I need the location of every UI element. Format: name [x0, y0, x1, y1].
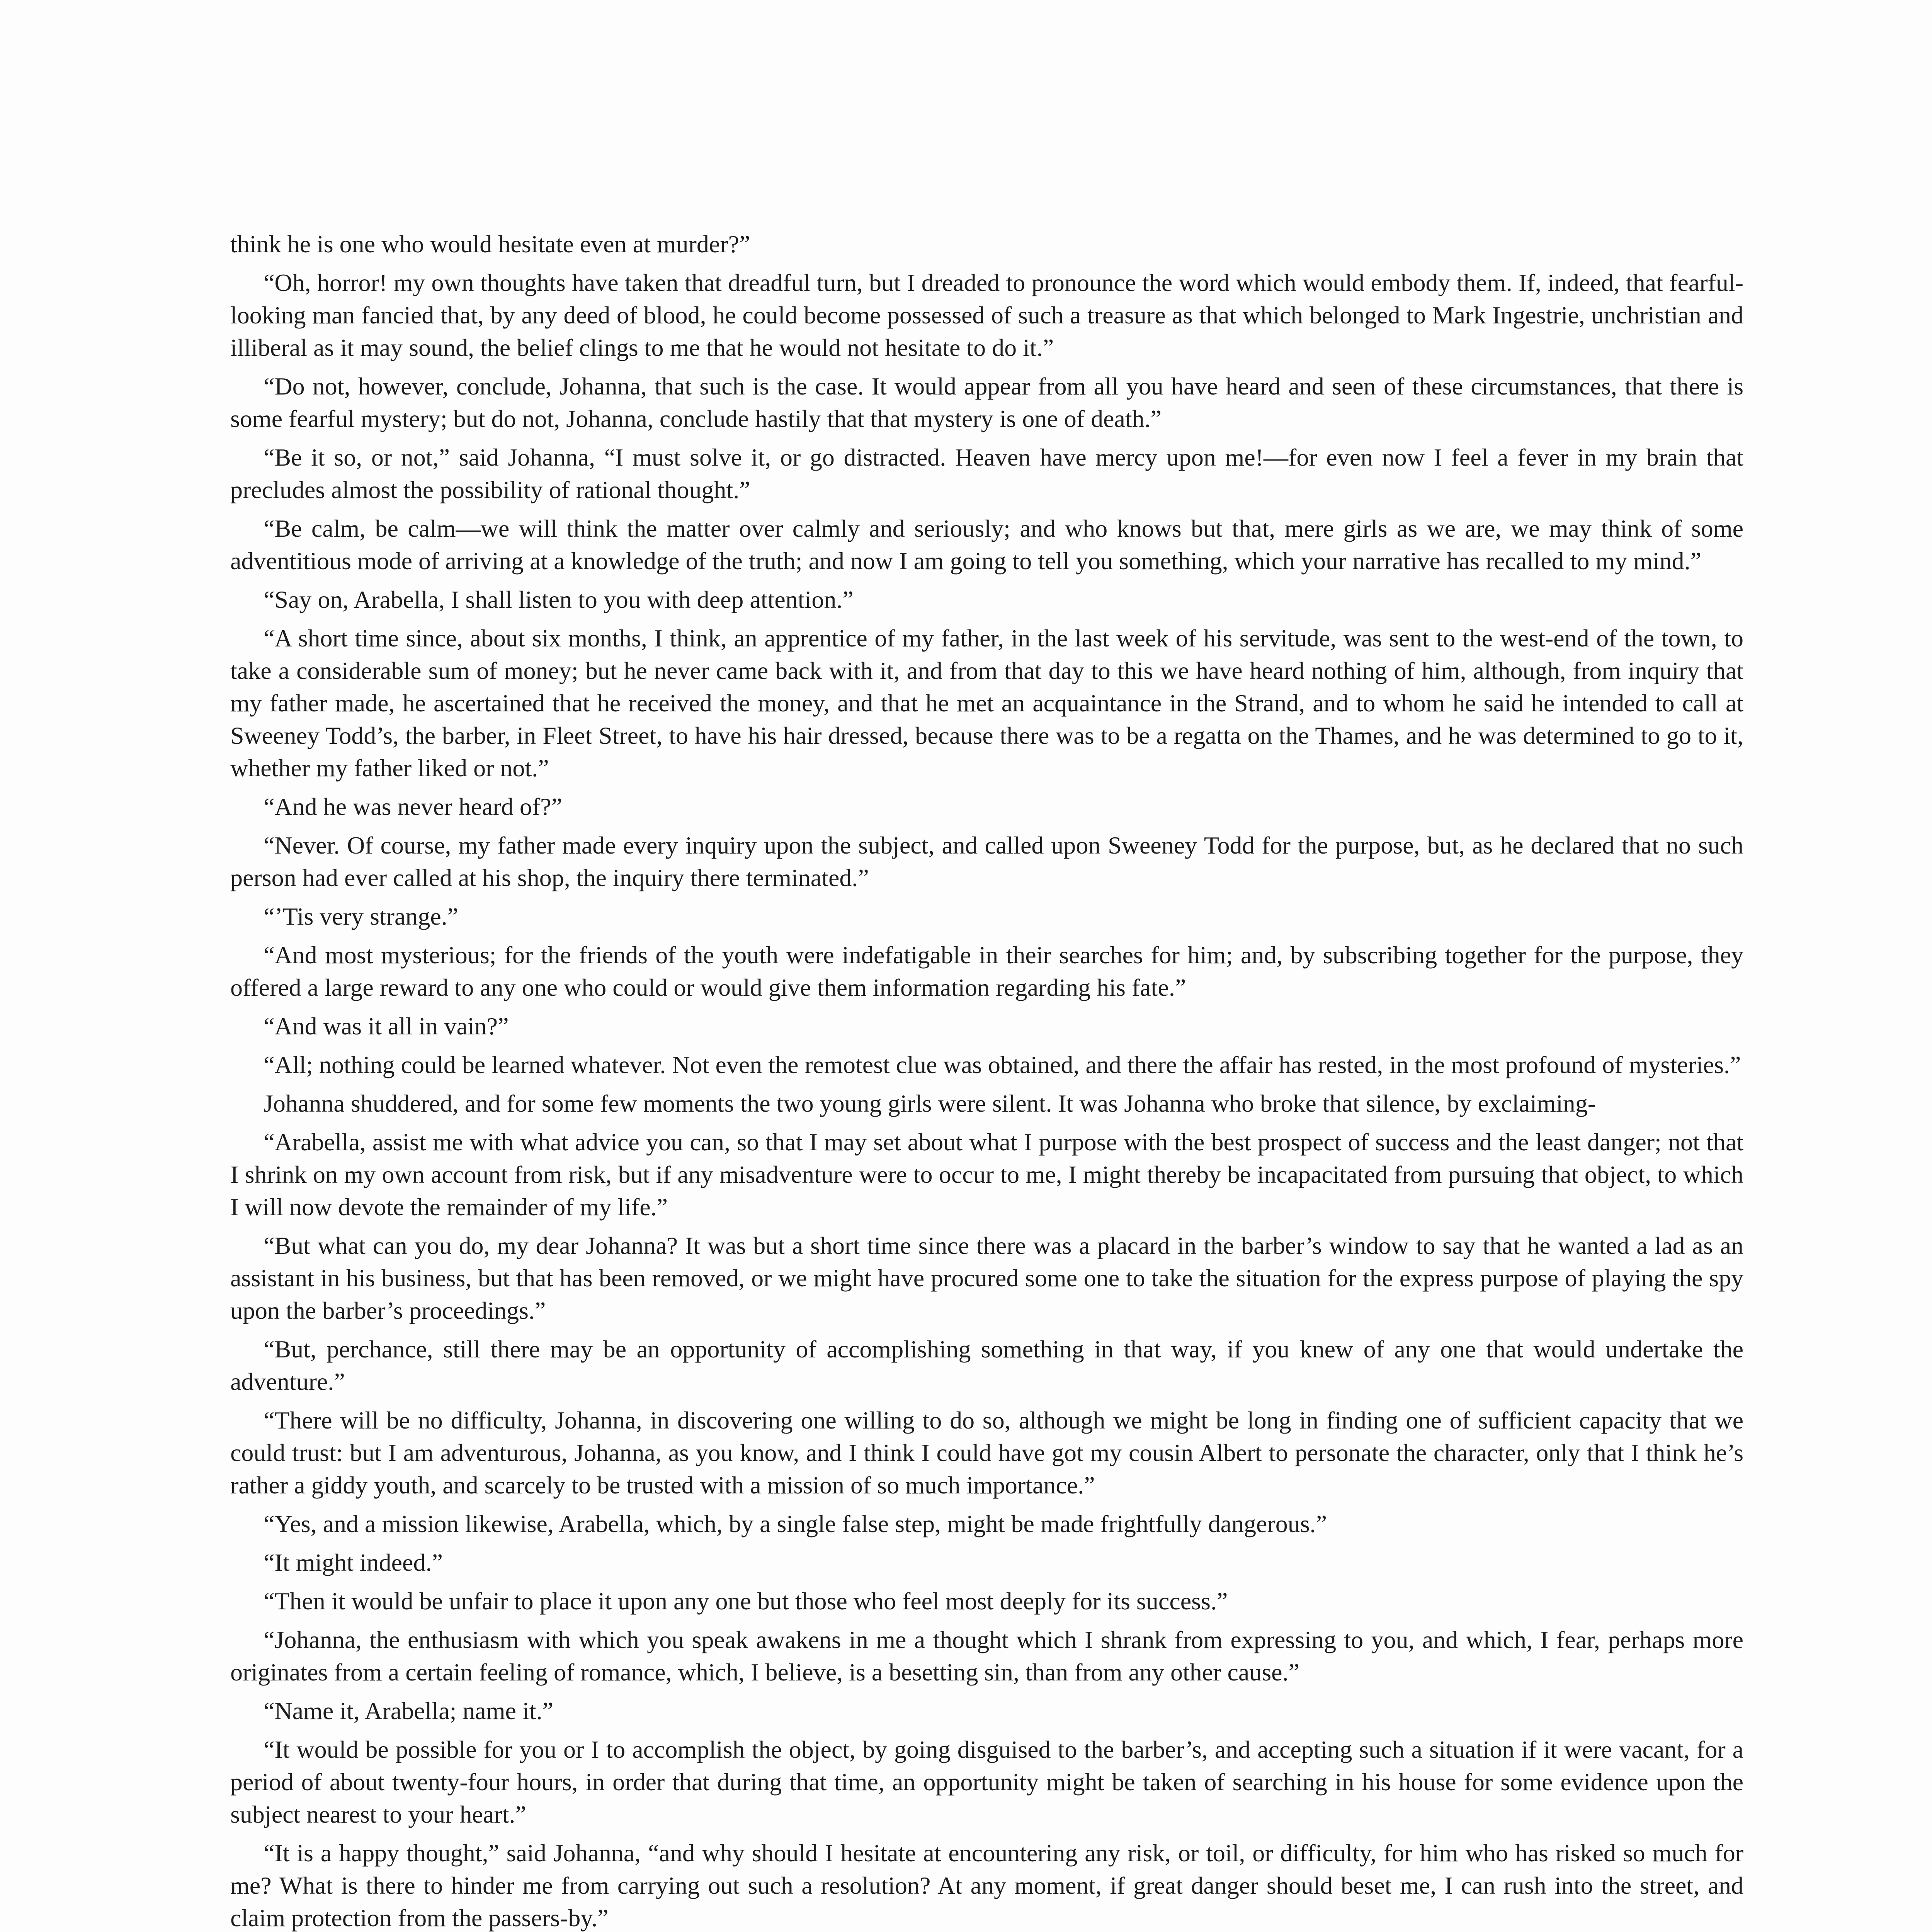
- paragraph: think he is one who would hesitate even at murder?”: [230, 230, 750, 258]
- paragraph: “And most mysterious; for the friends of the youth were indefatigable in their searches for him; and, by subscribing together for the purpose, they offered a large reward to any one who could or would give them information regarding his fate.”: [230, 941, 1743, 1001]
- paragraph: “Be calm, be calm—we will think the matter over calmly and seriously; and who knows but that, mere girls as we are, we may think of some adventitious mode of arriving at a knowledge of the truth; and now I am going to tell you something, which your narrative has recalled to my mind.”: [230, 515, 1743, 575]
- paragraph: “Arabella, assist me with what advice you can, so that I may set about what I purpose with the best prospect of success and the least danger; not that I shrink on my own account from risk, but if any misadventure were to occur to me, I might thereby be incapacitated from pursuing that object, to which I will now devote the remainder of my life.”: [230, 1128, 1743, 1221]
- paragraph: “But, perchance, still there may be an opportunity of accomplishing something in that way, if you knew of any one that would undertake the adventure.”: [230, 1335, 1743, 1395]
- paragraph: “Never. Of course, my father made every inquiry upon the subject, and called upon Sweeney Todd for the purpose, but, as he declared that no such person had ever called at his shop, the inquiry there terminated.”: [230, 832, 1743, 891]
- paragraph: “And he was never heard of?”: [264, 793, 562, 820]
- paragraph: “Say on, Arabella, I shall listen to you with deep attention.”: [264, 586, 854, 613]
- paragraph: “And was it all in vain?”: [264, 1012, 509, 1040]
- paragraph: “Johanna, the enthusiasm with which you speak awakens in me a thought which I shrank from expressing to you, and which, I fear, perhaps more originates from a certain feeling of romance, which, I believe, is a besetting sin, than from any other cause.”: [230, 1626, 1743, 1686]
- paragraph: “Do not, however, conclude, Johanna, that such is the case. It would appear from all you have heard and seen of these circumstances, that there is some fearful mystery; but do not, Johanna, conclude hastily that that mystery is one of death.”: [230, 372, 1743, 432]
- body-text: [230, 228, 1743, 1932]
- paragraph: Johanna shuddered, and for some few moments the two young girls were silent. It was Johanna who broke that silence, by exclaiming-: [264, 1090, 1596, 1117]
- paragraph: “Name it, Arabella; name it.”: [264, 1697, 553, 1725]
- paragraph: “Then it would be unfair to place it upon any one but those who feel most deeply for its success.”: [264, 1587, 1228, 1615]
- paragraph: “A short time since, about six months, I think, an apprentice of my father, in the last week of his servitude, was sent to the west-end of the town, to take a considerable sum of money; but he never came back with it, and from that day to this we have heard nothing of him, although, from inquiry that my father made, he ascertained that he received the money, and that he met an acquaintance in the Strand, and to whom he said he intended to call at Sweeney Todd’s, the barber, in Fleet Street, to have his hair dressed, because there was to be a regatta on the Thames, and he was determined to go to it, whether my father liked or not.”: [230, 624, 1743, 782]
- paragraph: “Be it so, or not,” said Johanna, “I must solve it, or go distracted. Heaven have mercy upon me!—for even now I feel a fever in my brain that precludes almost the possibility of rational thought.”: [230, 444, 1743, 503]
- paragraph: “It would be possible for you or I to accomplish the object, by going disguised to the barber’s, and accepting such a situation if it were vacant, for a period of about twenty-four hours, in order that during that time, an opportunity might be taken of searching in his house for some evidence upon the subject nearest to your heart.”: [230, 1736, 1743, 1828]
- paragraph: “All; nothing could be learned whatever. Not even the remotest clue was obtained, and there the affair has rested, in the most profound of mysteries.”: [264, 1051, 1741, 1078]
- paragraph: “But what can you do, my dear Johanna? It was but a short time since there was a placard in the barber’s window to say that he wanted a lad as an assistant in his business, but that has been removed, or we might have procured some one to take the situation for the express purpose of playing the spy upon the barber’s proceedings.”: [230, 1232, 1743, 1324]
- paragraph: “Yes, and a mission likewise, Arabella, which, by a single false step, might be made frightfully dangerous.”: [264, 1510, 1327, 1537]
- paragraph: “It might indeed.”: [264, 1549, 443, 1576]
- paragraph: “Oh, horror! my own thoughts have taken that dreadful turn, but I dreaded to pronounce the word which would embody them. If, indeed, that fearful-looking man fancied that, by any deed of blood, he could become possessed of such a treasure as that which belonged to Mark Ingestrie, unchristian and illiberal as it may sound, the belief clings to me that he would not hesitate to do it.”: [230, 269, 1743, 361]
- paragraph: “’Tis very strange.”: [264, 903, 459, 930]
- paragraph: “There will be no difficulty, Johanna, in discovering one willing to do so, although we might be long in finding one of sufficient capacity that we could trust: but I am adventurous, Johanna, as you know, and I think I could have got my cousin Albert to personate the character, only that I think he’s rather a giddy youth, and scarcely to be trusted with a mission of so much importance.”: [230, 1406, 1743, 1499]
- paragraph: “It is a happy thought,” said Johanna, “and why should I hesitate at encountering any risk, or toil, or difficulty, for him who has risked so much for me? What is there to hinder me from carrying out such a resolution? At any moment, if great danger should beset me, I can rush into the street, and claim protection from the passers-by.”: [230, 1839, 1743, 1932]
